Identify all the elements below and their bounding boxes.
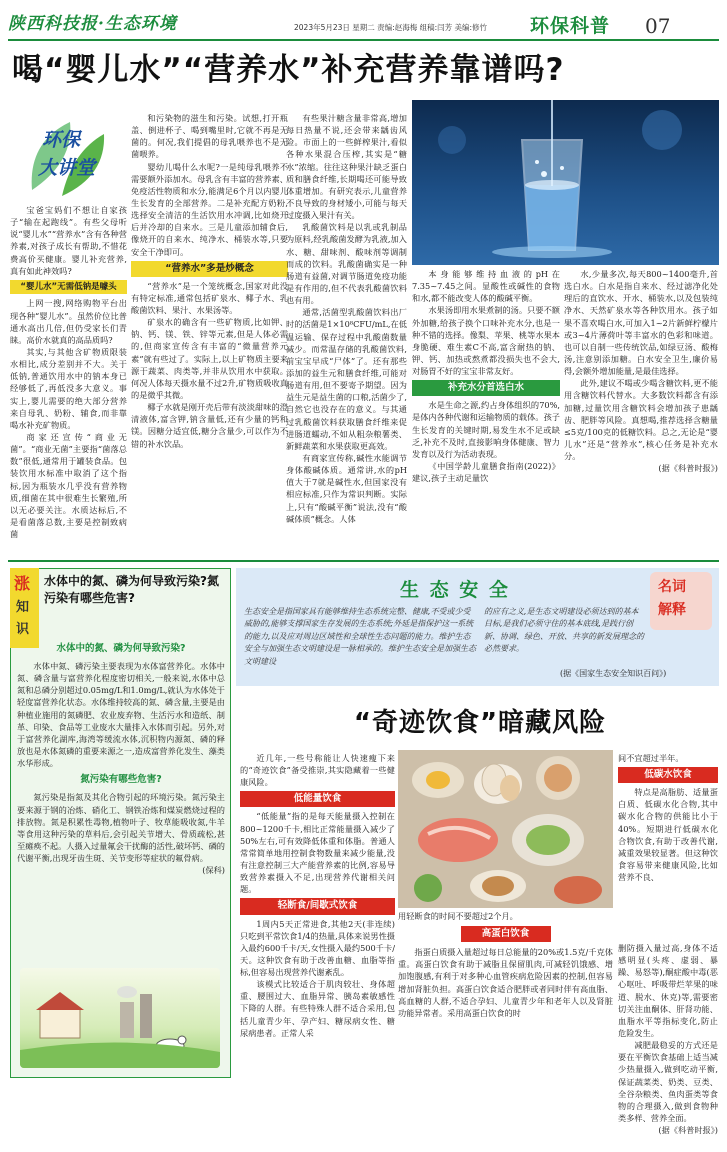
body-paragraph: 特点是高脂肪、适量蛋白质、低碳水化合物,其中碳水化合物的供能比小于40%。短期进行低碳水化合物饮食,有助于改善代谢,减重效果较显著。但这种饮食容易带来健康风险,比如营养不良、	[618, 787, 718, 883]
farm-scene-image	[20, 968, 220, 1068]
eco-security-col1: 生态安全是指国家具有能够维持生态系统完整、健康,不受或少受威胁的,能够支撑国家生存发展的生态系统;外延是指保护这一系统的能力,以及应对周边区域性和全球性生态问题的能力。维护生态安全与加强生态文明建设是一脉相承的。维护生态安全是加强生态文明建设	[244, 607, 476, 666]
subhead-plain-water: 补充水分首选白水	[412, 380, 560, 396]
masthead: 陕西科技报·生态环境	[8, 14, 177, 34]
intro-paragraph: 宝爸宝妈们不想让自家孩子“输在起跑线”。有些父母听说“婴儿水”“营养水”含有各种营养素,对孩子成长有帮助,不惜花费高价买健康。婴儿补充营养,真有如此神效吗?	[10, 205, 127, 276]
diet-col-2	[398, 910, 613, 1019]
knowledge-body	[17, 638, 225, 876]
body-paragraph: 用轻断食的时间不要超过2个月。	[398, 911, 518, 921]
body-paragraph: 该模式比较适合于肌肉较壮、身体超重、腰围过大、血脂异常、胰岛素敏感性下降的人群。有些特殊人群不适合采用,包括儿童青少年、孕产妇、糖尿病女性、糖尿病患者。正常人采	[240, 979, 395, 1038]
body-paragraph: 水果汤即用水果煮制的汤。只要不额外加糖,给孩子换个口味补充水分,也是一种不错的选择。像梨、苹果、桃等水果本身脆硬、难生素C不高,富含耐热的钠、钾、钙、加热或熬煮都没损失也不会大,对肠胃不好的宝宝非常友好。	[412, 305, 560, 377]
article-source: (据《科普时报》)	[658, 1125, 718, 1136]
body-paragraph: 此外,建议不喝或少喝含糖饮料,更不能用含糖饮料代替水。大多数饮料都含有添加糖,过量饮用含糖饮料会增加孩子患龋齿、肥胖等风险。真想喝,推荐选择含糖量≤5克/100克的低糖饮料。总之,无论是“婴儿水”还是“营养水”,核心任务是补充水分。	[564, 378, 718, 462]
body-paragraph: 乳酸菌饮料是以乳或乳制品为原料,经乳酸菌发酵为乳液,加入水、糖、甜味剂、酸味剂等调制而成的饮料。乳酸菌确实是一种肠道有益菌,对调节肠道免疫功能是有作用的,但不代表乳酸菌饮料也有用。	[286, 222, 407, 306]
diet-title: “奇迹饮食”暗藏风险	[353, 708, 607, 738]
eco-security-title: 生 态 安 全	[400, 579, 510, 601]
badge-text-top: 环保	[42, 129, 81, 151]
body-paragraph: 商家还宣传“商业无菌”。“商业无菌”主要指“菌落总数”很低,通常用于罐装食品。包装饮用水标准中取消了这个指标,因为瓶装水几乎没有营养物质,细菌在其中很难生长繁殖,所以无必要关注。水质达标后,不是看菌落总数,主要是控制致病菌	[10, 431, 127, 540]
body-paragraph: “营养水”是一个笼统概念,国家对此没有特定标准,通常包括矿泉水、椰子水、乳酸菌饮料、果汁、水果汤等。	[131, 280, 288, 316]
body-paragraph: 婴幼儿喝什么水呢?一是纯母乳喂养不需要额外添加水。母乳含有丰富的营养素、免疫活性物质和水分,能满足6个月以内婴儿生长发育的全部营养。二是补充配方奶粉,选择安全清洁的生活饮用水冲调,比如烧开后并冷却的自来水。三是儿童添加辅食后,像烧开的自来水、纯净水、桶装水等,只要安全干净即可。	[131, 161, 288, 257]
body-paragraph: 本身能够维持血液的pH在7.35~7.45之间。显酸性或碱性的食物和水,都不能改变人体的酸碱平衡。	[412, 269, 560, 304]
water-glass-image	[412, 100, 719, 265]
knowledge-tag-char: 涨	[14, 574, 31, 593]
subhead-infant-water: “婴儿水”无需低钠是噱头	[10, 280, 127, 295]
body-paragraph: 氮污染是指氮及其化合物引起的环境污染。氮污染主要来源于钢的冶炼、硝化工、钢铁冶炼和煤炭燃烧过程的排放物。氮是积累性毒物,植物叶子、牧草能吸收氮,牛羊等食用这种污染的草料后,会引起关节增大、骨质疏松,甚至瘫痪不起。人摄入过量氟会干扰酶的活性,破坏钙、磷的代谢平衡,出现牙齿生斑、关节变形等症状的氟骨病。	[17, 792, 225, 864]
body-paragraph: 矿泉水的确含有一些矿物质,比如钾、钠、钙、镁、铁、锌等元素,但是人体必需的,但商家宣传含有丰富的“微量营养元素”就有些过了。实际上,以上矿物质主要来源于蔬菜、肉类等,并非从饮用水中获取。何况人体每天摄水量不过2升,矿物质吸收真的是微乎其微。	[131, 317, 288, 400]
subhead-nitrogen-phosphorus: 水体中的氮、磷为何导致污染?	[56, 643, 186, 654]
body-paragraph: 1周内5天正常进食,其他2天(非连续)只吃到平常饮食1/4的热量,具体来说男性摄入最约600千卡/天,女性摄入最约500千卡/天。这种饮食有助于改善血糖、血脂等指标,但容易出现营养代谢紊乱。	[240, 918, 395, 978]
subhead-low-carb: 低碳水饮食	[618, 767, 718, 783]
article-col-5	[564, 268, 718, 474]
body-paragraph: 减肥最稳妥的方式还是要在平衡饮食基础上适当减少热量摄入,做到吃动平衡,保证蔬菜类、奶类、豆类、全谷杂粮类、鱼肉蛋类等食物的合理摄入,做到食物种类多样、营养全面。	[618, 1040, 718, 1123]
eco-security-col2: 的应有之义,是生态文明建设必须达到的基本目标,是我们必须守住的基本底线,是践行创新、协调、绿色、开放、共享的新发展理念的必然要求。	[484, 607, 644, 654]
section-rule	[8, 560, 719, 562]
badge-text-bottom: 大讲堂	[38, 157, 96, 179]
article-source: (据《科普时报》)	[658, 463, 718, 474]
diet-col-4	[618, 942, 718, 1136]
body-paragraph: 指蛋白质摄入量超过每日总能量的20%或1.5克/千克体重。高蛋白饮食有助于减脂且保留肌肉,可减轻饥饿感、增加饱腹感,有利于对多种心血管疾病危险因素的控制,但容易增加肾脏负担。高蛋白饮食适合肥胖或者同时伴有高血脂、高血糖的人群,不适合孕妇、儿童青少年和老年人以及肾脏功能异常者。采用高蛋白饮食的时	[398, 947, 613, 1018]
body-paragraph: 水体中氮、磷污染主要表现为水体富营养化。水体中氮、磷含量与富营养化程度密切相关,一般来说,水体中总氮和总磷分别超过0.05mg/L和1.0mg/L,就认为水体处于轻度富营养化状态。水体维持较高的氮、磷含量,主要是由种植业施用的氮磷肥、农业废弃物、生活污水和造纸、制革、印染、食品等工业废水大量排入水体而引起。另外,对于富营养化湖库,海湾等缓流水体,沉积物内源氮、磷的释放也是水体氮磷的重要来源之一,造成富营养化发生、藻类水华形成。	[17, 661, 225, 769]
headline-title: 喝“婴儿水”“营养水”补充营养靠谱吗?	[12, 52, 565, 88]
term-badge-text: 解释	[658, 602, 686, 618]
body-paragraph: 删防摄入量过高,身体不适感明显(头疼、虚弱、暴躁、易怒等),酮症酸中毒(恶心呕吐、呼吸带烂苹果的味道、脱水、休克)等,需要密切关注血酮体、肝肾功能、血脂水平等指标变化,防止危险发生。	[618, 943, 718, 1038]
diet-col-1	[240, 752, 395, 1039]
body-paragraph: 和污染物的滋生和污染。试想,打开瓶盖、倒进杯子、喝到嘴里时,它就不再是无菌的。何况,我们提倡的母乳喂养也不是无菌喂养。	[131, 113, 288, 160]
article-col-4	[412, 268, 560, 484]
body-paragraph: 水,少量多次,每天800~1400毫升,首选白水。白水是指自来水、经过滤净化处理后的直饮水、开水、桶装水,以及包装纯净水、天然矿泉水等各种饮用水。孩子如果不喜欢喝白水,可加入1~2片新鲜柠檬片或3~4片薄荷叶等丰富水的色彩和味道。也可以自制一些传统饮品,如绿豆汤、酸梅汤,注意别添加糖。白水安全卫生,廉价易得,会额外增加能量,是最佳选择。	[564, 269, 718, 377]
term-badge-text: 名词	[658, 579, 686, 595]
article-source: (保科)	[202, 865, 225, 876]
body-paragraph: 水是生命之源,约占身体组织的70%,是体内各种代谢和运输物质的载体。孩子生长发育的关键时期,易发生水不足或缺乏,补充不及时,直接影响身体健康、智力发育以及行为活动表现。	[412, 400, 560, 459]
page-number: 07	[645, 14, 671, 38]
date-line: 2023年5月23日 星期二 责编:赵海梅 组稿:闫芳 美编:修竹	[294, 23, 488, 32]
subhead-nutrition-water: “营养水”多是炒概念	[131, 261, 288, 277]
body-paragraph: “低能量”指的是每天能量摄入控制在800~1200千卡,相比正常能量摄入减少了50%左右,可有效降低体重和体脂。普通人常常简单地用控制食物数量来减少能量,没有注意控制三大产能营养素的比例,容易导致营养素摄入不足,出现营养代谢相关问题。	[240, 811, 395, 895]
body-paragraph: 有些果汁糖含量非常高,增加每日热量不说,还会带来龋齿风险。市面上的一些鲜榨果汁,看似各种水果混合压榨,其实是“糖水”浓缩。往往这种果汁缺乏蛋白质和膳食纤维,长期喝还可能导致体重增加。有研究表示,儿童营养不良导致的身材矮小,可能与每天过度摄入果汁有关。	[286, 113, 407, 221]
header-rule	[8, 39, 719, 41]
body-paragraph: 有商家宣传称,碱性水能调节身体酸碱体质。通常讲,水的pH值大于7就是碱性水,但国家没有相应标准,只作为常识判断。实际上,只有“酸碱平衡”说法,没有“酸碱体质”概念。人体	[286, 452, 407, 524]
body-paragraph: 近几年,一些号称能让人快速瘦下来的“奇迹饮食”备受推崇,其实隐藏着一些健康风险。	[240, 753, 395, 788]
body-paragraph: 椰子水就是刚开壳后带有淡淡甜味的澄清液体,富含钾,钠含量低,还有少量的钙和镁。因糖分适宜低,糖分含量少,可以作为不错的补水饮品。	[131, 402, 288, 449]
body-paragraph: 通常,活菌型乳酸菌饮料出厂时的活菌是1×10⁸CFU/mL,在低温运输、保存过程中乳酸菌数量减少。而常温存储的乳酸菌饮料,前宝宝早成“尸体”了。还有那些添加的益生元和膳食纤维,可能对肠道有用,但不要寄予期望。因为益生元是益生菌的口粮,活菌少了,自然它也没存在的意义。与其通过乳酸菌饮料获取膳食纤维来促进肠道蠕动,不如从粗杂粮薯类、新鲜蔬菜和水果获取更高效。	[286, 307, 407, 451]
food-image	[398, 750, 613, 908]
section-name: 环保科普	[530, 15, 611, 37]
article-col-1	[10, 204, 127, 540]
knowledge-tag-char: 识	[16, 622, 30, 637]
food-photo	[398, 750, 613, 908]
diet-col-3	[618, 752, 718, 883]
article-col-2	[131, 112, 288, 450]
knowledge-title: 水体中的氮、磷为何导致污染?氮污染有哪些危害?	[44, 574, 219, 606]
subhead-intermittent-fasting: 轻断食/间歇式饮食	[240, 898, 395, 914]
subhead-low-energy: 低能量饮食	[240, 791, 395, 807]
subhead-high-protein: 高蛋白饮食	[461, 926, 551, 942]
article-source: (据《国家生态安全知识百问》)	[560, 669, 667, 678]
body-paragraph: 间不宜超过半年。	[618, 753, 684, 763]
column-badge	[22, 112, 110, 200]
subhead-nitrogen-harm: 氮污染有哪些危害?	[80, 774, 162, 786]
body-paragraph: 《中国学龄儿童膳食指南(2022)》建议,孩子主动足量饮	[412, 461, 560, 484]
knowledge-tag-char: 知	[16, 600, 30, 615]
body-paragraph: 其实,与其他含矿物质限装水相比,成分差别并不大。关于低钠,普通饮用水中的钠本身已经够低了,再低没多大意义。事实上,婴儿需要的绝大部分营养来自母乳、奶粉、辅食,而非靠喝水补充矿物质。	[10, 346, 127, 430]
farm-illustration	[20, 968, 220, 1068]
body-paragraph: 上网一搜,网络购物平台出现各种“婴儿水”。虽然价位比普通水高出几倍,但仍受家长们青睐。高价水就真的高品质吗?	[10, 298, 127, 345]
water-glass-photo	[412, 100, 719, 265]
article-col-3	[286, 112, 407, 525]
